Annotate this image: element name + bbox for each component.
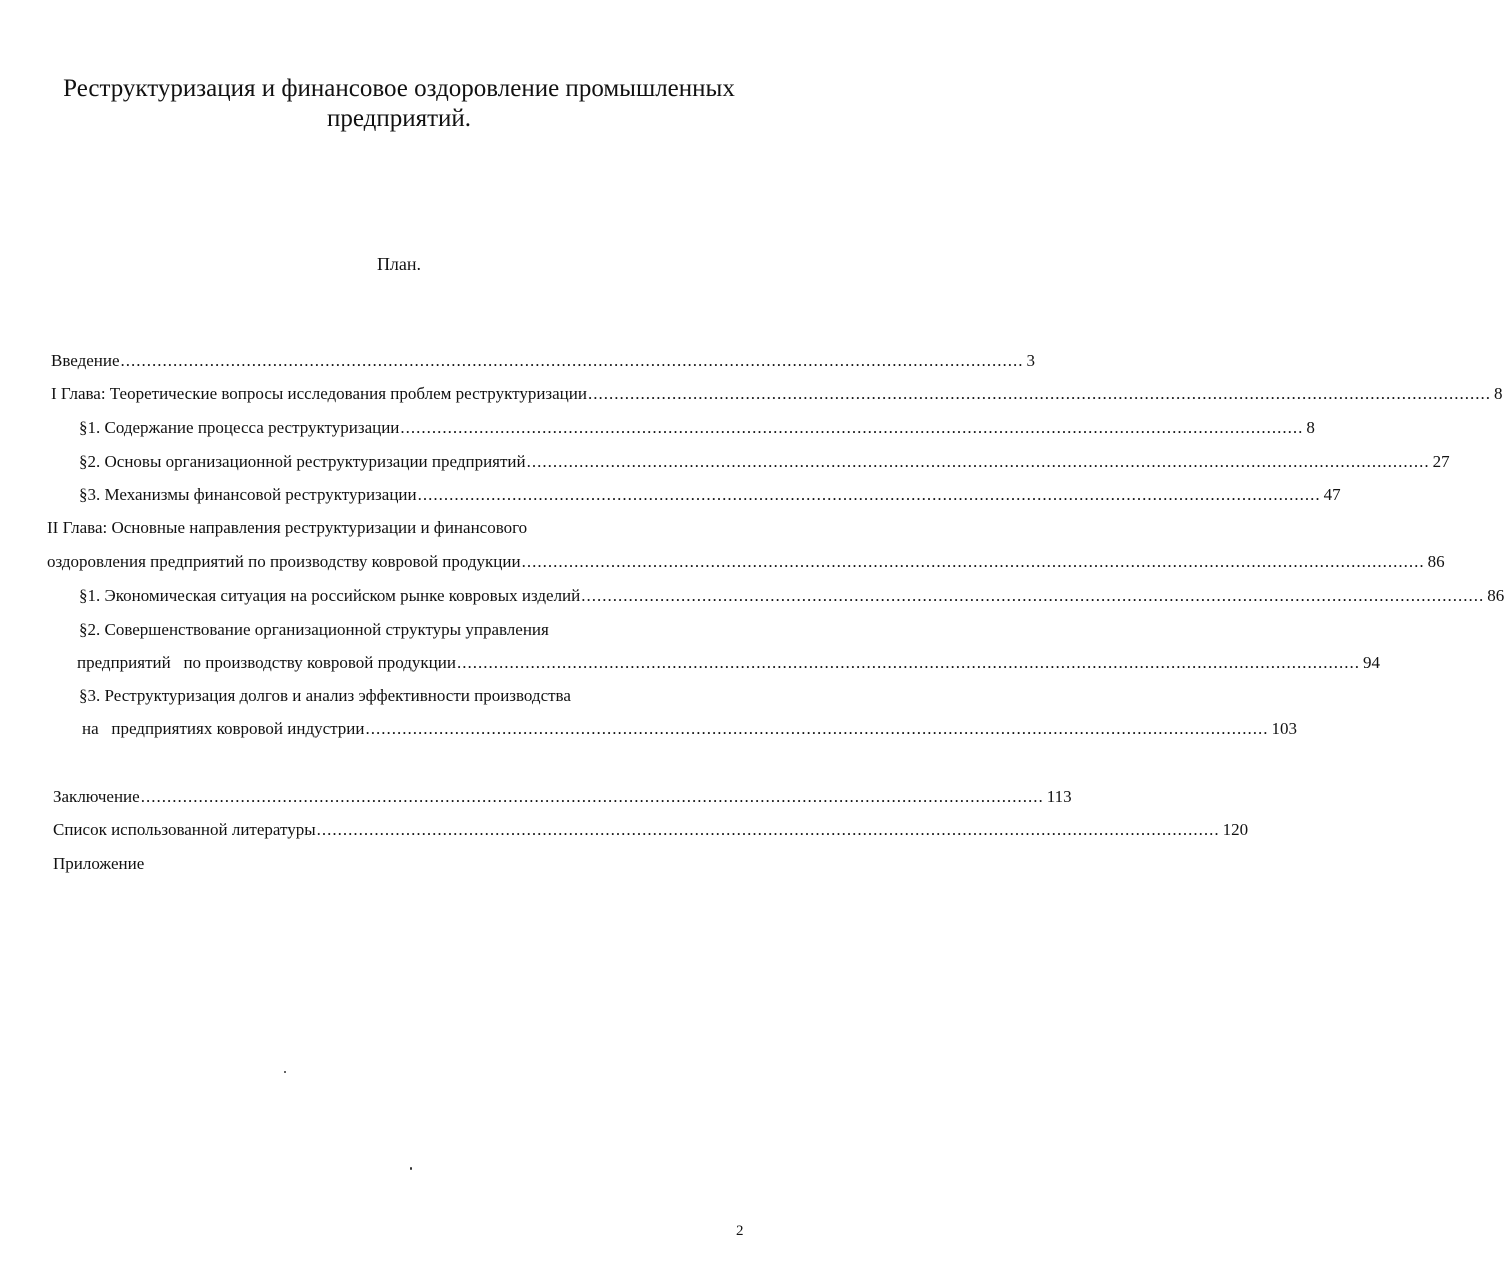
toc-entry-text: Приложение <box>53 854 145 873</box>
plan-heading: План. <box>376 254 422 274</box>
toc-leader-dots: ............................................................................................................................................................................ <box>400 418 1304 437</box>
toc-leader-dots: ............................................................................................................................................................................ <box>365 719 1269 738</box>
toc-entry-text: Заключение <box>53 787 140 806</box>
toc-entry-text: §1. Содержание процесса реструктуризации <box>79 418 400 437</box>
toc-entry-chapter-2-line-1 <box>47 517 739 539</box>
toc-leader-dots: ............................................................................................................................................................................ <box>526 452 1430 471</box>
toc-entry-text: Введение <box>51 351 120 370</box>
toc-leader-dots: ............................................................................................................................................................................ <box>587 384 1491 403</box>
toc-entry-text: Список использованной литературы <box>53 820 316 839</box>
title-line-1: Реструктуризация и финансовое оздоровление промышленных <box>63 75 735 102</box>
toc-entry-conclusion <box>53 786 1072 808</box>
toc-page-number: 27 <box>1432 452 1450 471</box>
toc-entry-ch1-section-1 <box>79 417 1315 439</box>
toc-leader-dots: ............................................................................................................................................................................ <box>521 552 1425 571</box>
toc-entry-appendix <box>53 853 739 875</box>
toc-page-number: 86 <box>1487 586 1504 605</box>
toc-leader-dots: ............................................................................................................................................................................ <box>140 787 1044 806</box>
toc-entry-text: I Глава: Теоретические вопросы исследования проблем реструктуризации <box>51 384 587 403</box>
toc-leader-dots: ............................................................................................................................................................................ <box>581 586 1485 605</box>
toc-entry-ch2-section-3-line-2 <box>82 718 1297 740</box>
toc-entry-introduction <box>51 350 1036 372</box>
toc-entry-text: §3. Реструктуризация долгов и анализ эффективности производства <box>79 686 571 705</box>
toc-page-number: 94 <box>1362 653 1380 672</box>
toc-entry-text: предприятий по производству ковровой продукции <box>77 653 456 672</box>
toc-entry-ch1-section-3 <box>79 484 1341 506</box>
toc-leader-dots: ............................................................................................................................................................................ <box>417 485 1321 504</box>
toc-entry-text: §2. Основы организационной реструктуризации предприятий <box>79 452 526 471</box>
toc-entry-ch2-section-2-line-2 <box>77 652 1380 674</box>
toc-entry-text: §2. Совершенствование организационной структуры управления <box>79 620 549 639</box>
toc-entry-text: §3. Механизмы финансовой реструктуризации <box>79 485 417 504</box>
toc-entry-text: оздоровления предприятий по производству ковровой продукции <box>47 552 521 571</box>
toc-entry-ch1-section-2 <box>79 451 1450 473</box>
toc-page-number: 103 <box>1271 719 1297 738</box>
toc-entry-chapter-1 <box>51 383 1503 405</box>
toc-page-number: 3 <box>1026 351 1036 370</box>
toc-entry-text: §1. Экономическая ситуация на российском рынке ковровых изделий <box>79 586 581 605</box>
scan-speck <box>284 1071 286 1073</box>
scan-speck <box>410 1167 412 1170</box>
page-number: 2 <box>736 1223 744 1239</box>
toc-entry-chapter-2-line-2 <box>47 551 1445 573</box>
toc-page-number: 8 <box>1306 418 1315 437</box>
toc-page-number: 120 <box>1222 820 1249 839</box>
document-title <box>20 74 778 134</box>
toc-leader-dots: ............................................................................................................................................................................ <box>316 820 1220 839</box>
toc-page-number: 47 <box>1323 485 1341 504</box>
toc-leader-dots: ............................................................................................................................................................................ <box>120 351 1024 370</box>
toc-entry-ch2-section-1 <box>79 585 1504 607</box>
toc-entry-text: II Глава: Основные направления реструктуризации и финансового <box>47 518 528 537</box>
toc-page-number: 8 <box>1493 384 1503 403</box>
toc-page-number: 86 <box>1427 552 1445 571</box>
title-line-2: предприятий. <box>326 105 472 132</box>
toc-leader-dots: ............................................................................................................................................................................ <box>456 653 1360 672</box>
toc-entry-ch2-section-3-line-1 <box>79 685 739 707</box>
toc-entry-references <box>53 819 1249 841</box>
toc-page-number: 113 <box>1046 787 1072 806</box>
toc-entry-text: на предприятиях ковровой индустрии <box>82 719 365 738</box>
toc-entry-ch2-section-2-line-1 <box>79 619 739 641</box>
